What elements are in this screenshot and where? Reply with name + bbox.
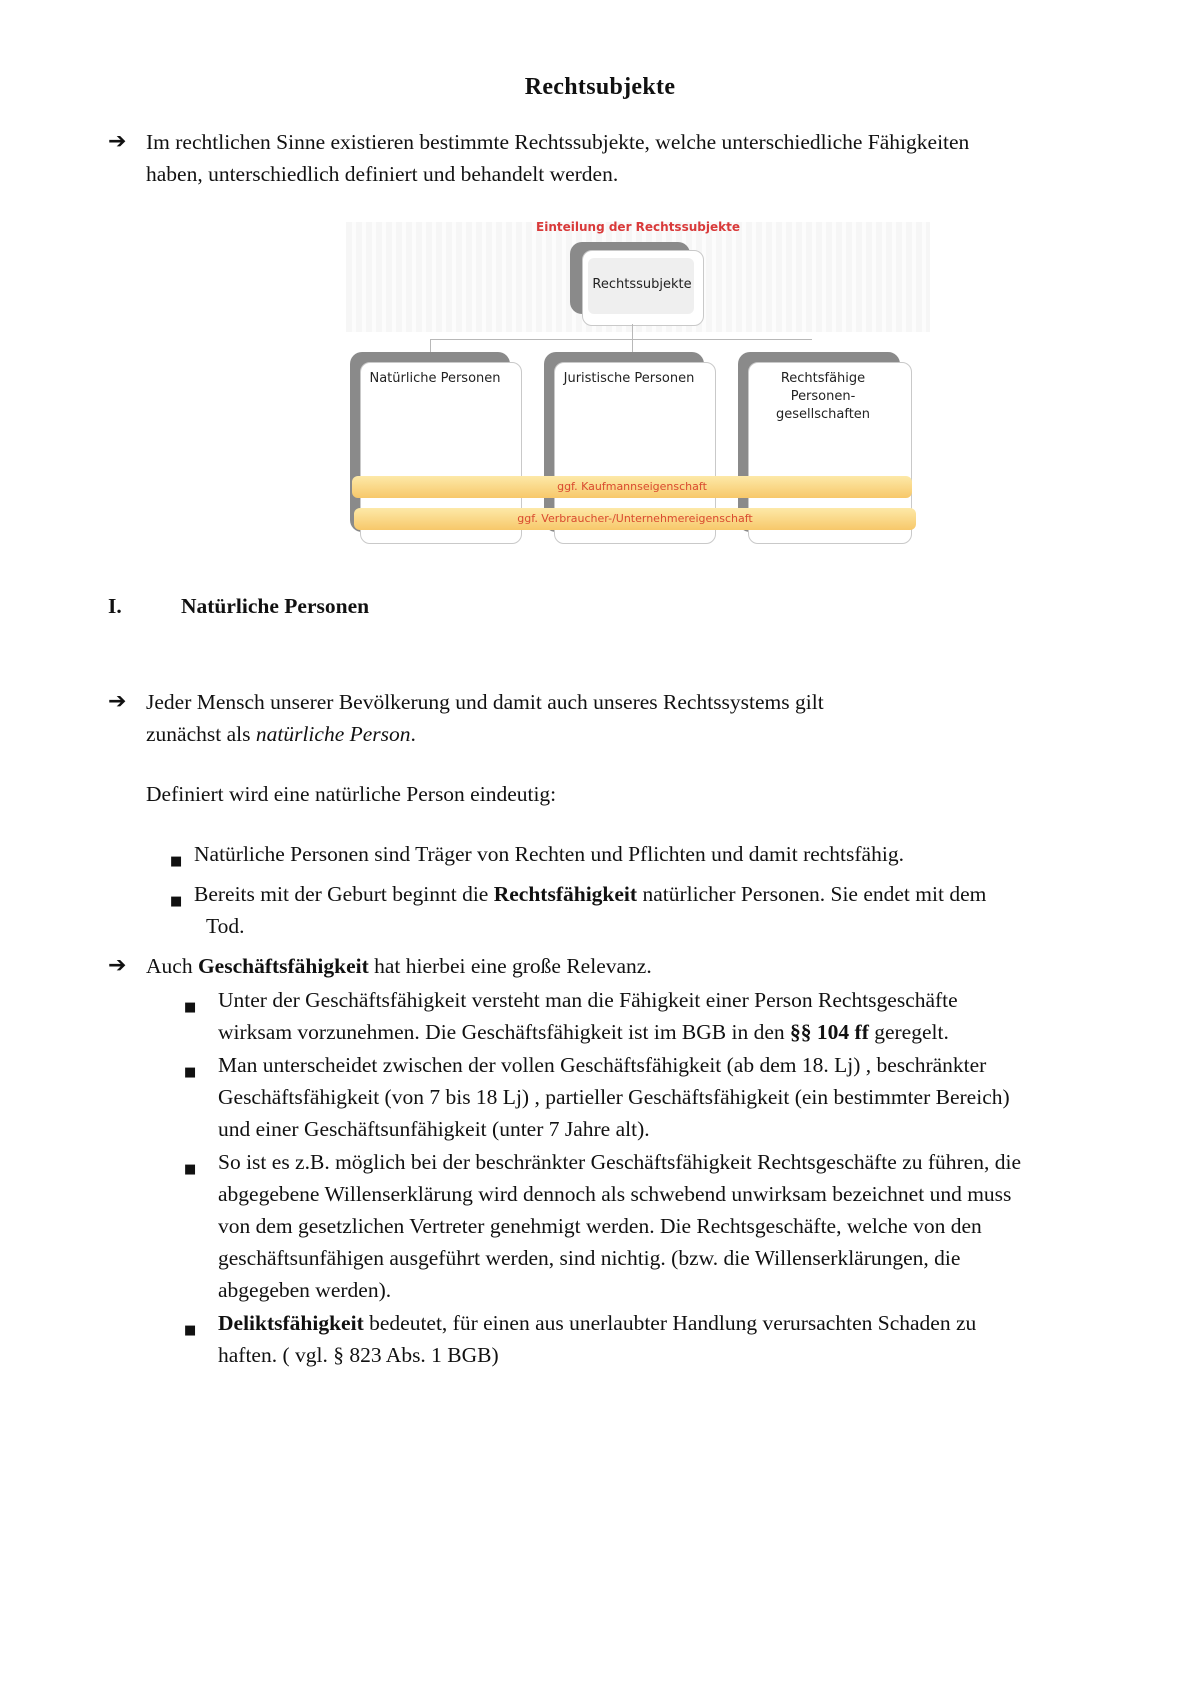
bullet-square-icon: ■ xyxy=(170,894,183,909)
bullet-bold: Deliktsfähigkeit xyxy=(218,1311,364,1335)
connector-left xyxy=(430,339,431,353)
natural-person-paragraph xyxy=(108,686,1108,756)
intro-line-1: Im rechtlichen Sinne existieren bestimmte Rechtssubjekte, welche unterschiedliche Fähigkeiten xyxy=(146,130,970,154)
bullet-line-2: Geschäftsfähigkeit (von 7 bis 18 Lj) , partieller Geschäftsfähigkeit (ein bestimmter Bereich) xyxy=(218,1085,1010,1109)
bullet-line-2 xyxy=(218,1016,958,1048)
bullet-line-3: und einer Geschäftsunfähigkeit (unter 7 Jahre alt). xyxy=(218,1117,650,1141)
list-item xyxy=(170,878,1110,942)
arrow-right-icon: ➔ xyxy=(108,689,127,714)
connector-mid xyxy=(632,339,633,353)
bullet-line-5: abgegeben werden). xyxy=(218,1278,392,1302)
list-item xyxy=(184,1049,1144,1145)
bullet-post: bedeutet, für einen aus unerlaubter Handlung verursachten Schaden zu xyxy=(363,1311,977,1335)
bullet-square-icon: ■ xyxy=(184,1323,197,1338)
bullet-line-2: Tod. xyxy=(206,914,245,938)
bullet-square-icon: ■ xyxy=(170,854,183,869)
list-item xyxy=(170,838,1110,870)
section-heading: Natürliche Personen xyxy=(181,594,370,618)
band-verbraucher: ggf. Verbraucher-/Unternehmereigenschaft xyxy=(354,508,916,530)
para1-prefix: zunächst als xyxy=(146,722,256,746)
bullet-line-1 xyxy=(194,878,986,910)
bullet-line-2: haften. ( vgl. § 823 Abs. 1 BGB) xyxy=(218,1343,499,1367)
intro-line-2: haben, unterschiedlich definiert und behandelt werden. xyxy=(146,162,619,186)
bullet-bold: §§ 104 ff xyxy=(790,1020,869,1044)
bullet-line-1: Man unterscheidet zwischen der vollen Geschäftsfähigkeit (ab dem 18. Lj) , beschränkter xyxy=(218,1053,987,1077)
root-label: Rechtssubjekte xyxy=(592,277,692,292)
list-item xyxy=(184,984,1144,1048)
arrow-right-icon: ➔ xyxy=(108,129,127,154)
bullet-line-3: von dem gesetzlichen Vertreter genehmigt werden. Die Rechtsgeschäfte, welche von den xyxy=(218,1214,982,1238)
bullet-pre: wirksam vorzunehmen. Die Geschäftsfähigkeit ist im BGB in den xyxy=(218,1020,791,1044)
para1-line-2 xyxy=(146,718,824,750)
bullet-line-1: So ist es z.B. möglich bei der beschränkter Geschäftsfähigkeit Rechtsgeschäfte zu führen, die xyxy=(218,1150,1021,1174)
connector-horizontal xyxy=(430,339,812,340)
section-number: I. xyxy=(108,594,122,618)
org-diagram xyxy=(346,218,930,558)
definition-intro: Definiert wird eine natürliche Person eindeutig: xyxy=(146,782,557,806)
list-item xyxy=(184,1307,1144,1371)
para1-line-1: Jeder Mensch unserer Bevölkerung und damit auch unseres Rechtssystems gilt xyxy=(146,690,824,714)
band-kaufmann: ggf. Kaufmannseigenschaft xyxy=(352,476,912,498)
child-label-partnership xyxy=(748,370,898,424)
bullet-line-4: geschäftsunfähigen ausgeführt werden, sind nichtig. (bzw. die Willenserklärungen, die xyxy=(218,1246,961,1270)
bullet-post: geregelt. xyxy=(868,1020,949,1044)
connector-vertical xyxy=(632,324,633,340)
partnership-line-1: Rechtsfähige xyxy=(780,371,866,386)
partnership-line-2: Personen- xyxy=(790,389,856,404)
bullet-post: natürlicher Personen. Sie endet mit dem xyxy=(637,882,987,906)
para2-bold: Geschäftsfähigkeit xyxy=(197,954,369,978)
bullet-text: Natürliche Personen sind Träger von Rechten und Pflichten und damit rechtsfähig. xyxy=(194,842,904,866)
diagram-title: Einteilung der Rechtssubjekte xyxy=(536,220,740,234)
child-label-natural: Natürliche Personen xyxy=(369,371,501,386)
bullet-line-1: Unter der Geschäftsfähigkeit versteht man die Fähigkeit einer Person Rechtsgeschäfte xyxy=(218,988,958,1012)
para2-pre: Auch xyxy=(146,954,198,978)
para1-suffix: . xyxy=(410,722,416,746)
partnership-line-3: gesellschaften xyxy=(775,407,871,422)
bullet-line-2: abgegebene Willenserklärung wird dennoch als schwebend unwirksam bezeichnet und muss xyxy=(218,1182,1012,1206)
list-item xyxy=(184,1146,1144,1306)
page-title: Rechtsubjekte xyxy=(524,74,676,100)
arrow-right-icon: ➔ xyxy=(108,953,127,978)
bullet-line-1 xyxy=(218,1307,976,1339)
bullet-square-icon: ■ xyxy=(184,1162,197,1177)
child-label-juristic: Juristische Personen xyxy=(563,371,695,386)
bullet-square-icon: ■ xyxy=(184,1000,197,1015)
bullet-square-icon: ■ xyxy=(184,1065,197,1080)
bullet-bold: Rechtsfähigkeit xyxy=(493,882,638,906)
para2-post: hat hierbei eine große Relevanz. xyxy=(368,954,652,978)
bullet-pre: Bereits mit der Geburt beginnt die xyxy=(194,882,494,906)
intro-paragraph xyxy=(108,126,1108,196)
para1-italic-term: natürliche Person xyxy=(255,722,411,746)
capacity-paragraph xyxy=(108,950,1108,982)
